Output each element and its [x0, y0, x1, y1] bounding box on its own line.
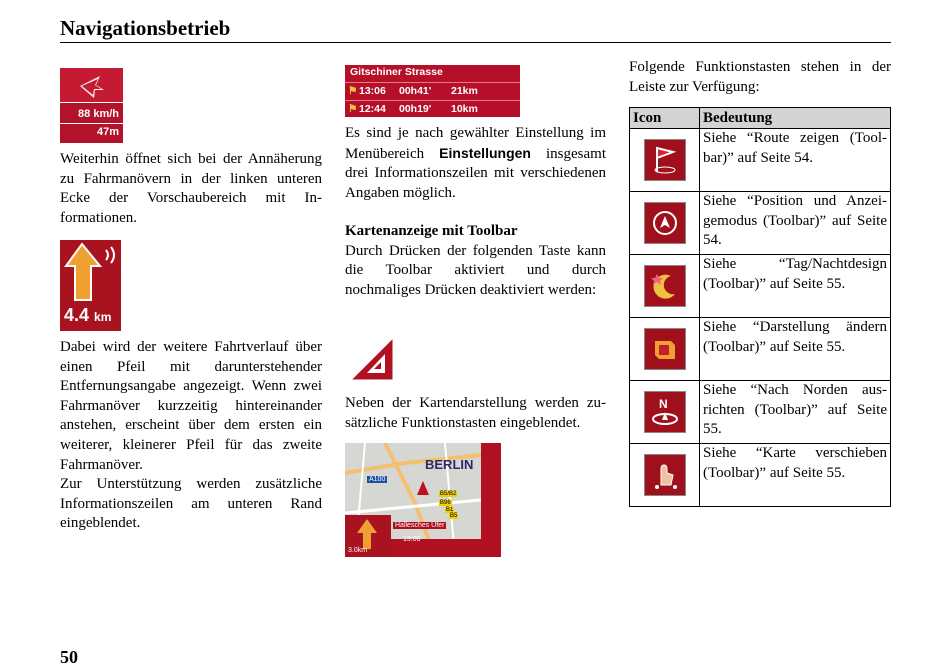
position-display-icon [644, 202, 686, 244]
info-time: 12:44 [359, 103, 386, 115]
info-duration: 00h41' [399, 85, 432, 97]
icon-cell [630, 318, 700, 381]
straight-arrow-icon [60, 242, 121, 304]
divider [60, 123, 123, 124]
map-city-label: BERLIN [425, 457, 474, 472]
table-row [630, 255, 891, 318]
table-row [630, 318, 891, 381]
col1-paragraph-2 [60, 338, 322, 534]
map-road-label: A100 [369, 476, 386, 483]
map-route-label: B96 [440, 500, 451, 506]
north-up-icon [644, 391, 686, 433]
icon-cell [630, 129, 700, 192]
table-cell-description: Siehe “Position und Anzeigemodus (Toolbar)” auf Seite 54. [700, 192, 891, 255]
direction-arrow-cell [60, 68, 123, 103]
move-map-icon [644, 454, 686, 496]
table-row [630, 444, 891, 507]
page-title: Navigationsbetrieb [60, 16, 231, 40]
map-route-label: B5 [450, 513, 458, 519]
toolbar-key-image [345, 334, 397, 384]
paragraph-text: Dabei wird der weitere Fahrtverlauf über einen Pfeil mit darunterstehender Entfernungsangabe angezeigt. Wenn zwei Fahrmanöver kurzzeitig hintereinander anstehen, erscheint über dem ersten ein weiterer, kleinerer Pfeil für das zweite Fahrmanöver. [60, 339, 322, 473]
info-distance: 10km [451, 103, 478, 115]
col2-section [345, 222, 606, 300]
flag-icon: ⚑ [348, 103, 358, 115]
icon-cell [630, 192, 700, 255]
table-row [630, 129, 891, 192]
col3-intro [629, 58, 891, 97]
section-heading: Kartenanzeige mit Toolbar [345, 223, 518, 239]
table-cell-description: Siehe “Nach Norden ausrichten (Toolbar)” auf Seite 55. [700, 381, 891, 444]
header-divider [60, 42, 891, 43]
table-cell-description: Siehe “Karte verschieben (Toolbar)” auf Seite 55. [700, 444, 891, 507]
map-distance-label: 3.0km [348, 547, 368, 554]
distance-value: 47m [96, 126, 119, 138]
info-duration: 00h19' [399, 103, 432, 115]
maneuver-arrow-image [60, 240, 121, 331]
page-number: 50 [60, 647, 78, 667]
map-graphic [345, 443, 501, 557]
map-route-label: B1 [446, 507, 454, 513]
info-distance: 21km [451, 85, 478, 97]
table-cell-description: Siehe “Darstellung ändern (Toolbar)” auf Seite 55. [700, 318, 891, 381]
maneuver-distance [64, 305, 111, 326]
display-mode-icon [644, 328, 686, 370]
text-span: Es sind je nach gewählter Einstellung im Menübereich [345, 125, 606, 162]
speed-display-image [60, 68, 123, 143]
distance-unit: km [94, 310, 112, 324]
table-header-icon: Icon [630, 108, 700, 129]
day-night-icon [644, 265, 686, 307]
map-route-label: B5/B2 [440, 491, 457, 497]
paragraph-text: Neben der Kartendarstellung werden zusätzliche Funktionstasten eingeblendet. [345, 395, 606, 431]
map-street-label: Hallesches Ufer [395, 522, 445, 529]
turn-arrow-icon [60, 68, 123, 102]
icon-cell [630, 444, 700, 507]
info-line-1 [345, 82, 520, 100]
settings-keyword: Einstellungen [439, 144, 531, 161]
text-span: insgesamt drei Informationszeilen mit verschiedenen Angaben möglich. [345, 145, 606, 201]
route-flag-icon [644, 139, 686, 181]
info-line-2 [345, 100, 520, 118]
paragraph-text: Folgende Funktionstasten stehen in der Leiste zur Verfügung: [629, 59, 891, 95]
icon-cell [630, 255, 700, 318]
paragraph-text: Weiterhin öffnet sich bei der Annäherung zu Fahrmanövern in der linken unteren Ecke der Vorschaubereich mit Informationen. [60, 151, 322, 226]
paragraph-text [345, 124, 606, 203]
paragraph-text: Zur Unterstützung werden zusätzliche Informationszeilen am unteren Rand eingeblendet. [60, 476, 322, 532]
col2-paragraph-1 [345, 124, 606, 203]
map-toolbar-image [345, 443, 501, 557]
table-row [630, 192, 891, 255]
distance-number: 4.4 [64, 305, 90, 325]
table-header-row [630, 108, 891, 129]
col2-paragraph-3 [345, 394, 606, 433]
map-time-label: 13:08 [403, 536, 421, 543]
info-time: 13:06 [359, 85, 386, 97]
speed-value: 88 km/h [78, 108, 119, 120]
paragraph-text: Durch Drücken der folgenden Taste kann die Toolbar aktiviert und durch nochmaliges Drücken deaktiviert werden: [345, 242, 606, 298]
table-header-meaning: Bedeutung [700, 108, 891, 129]
function-key-table [629, 107, 891, 507]
flag-icon: ⚑ [348, 85, 358, 97]
table-cell-description: Siehe “Route zeigen (Toolbar)” auf Seite 54. [700, 129, 891, 192]
col1-paragraph-1 [60, 150, 322, 228]
svg-text:N: N [658, 397, 668, 411]
street-name: Gitschiner Strasse [350, 66, 443, 78]
table-cell-description: Siehe “Tag/Nachtdesign (Toolbar)” auf Seite 55. [700, 255, 891, 318]
table-row [630, 381, 891, 444]
info-lines-image [345, 65, 520, 117]
icon-cell [630, 381, 700, 444]
toolbar-triangle-icon [345, 334, 397, 384]
